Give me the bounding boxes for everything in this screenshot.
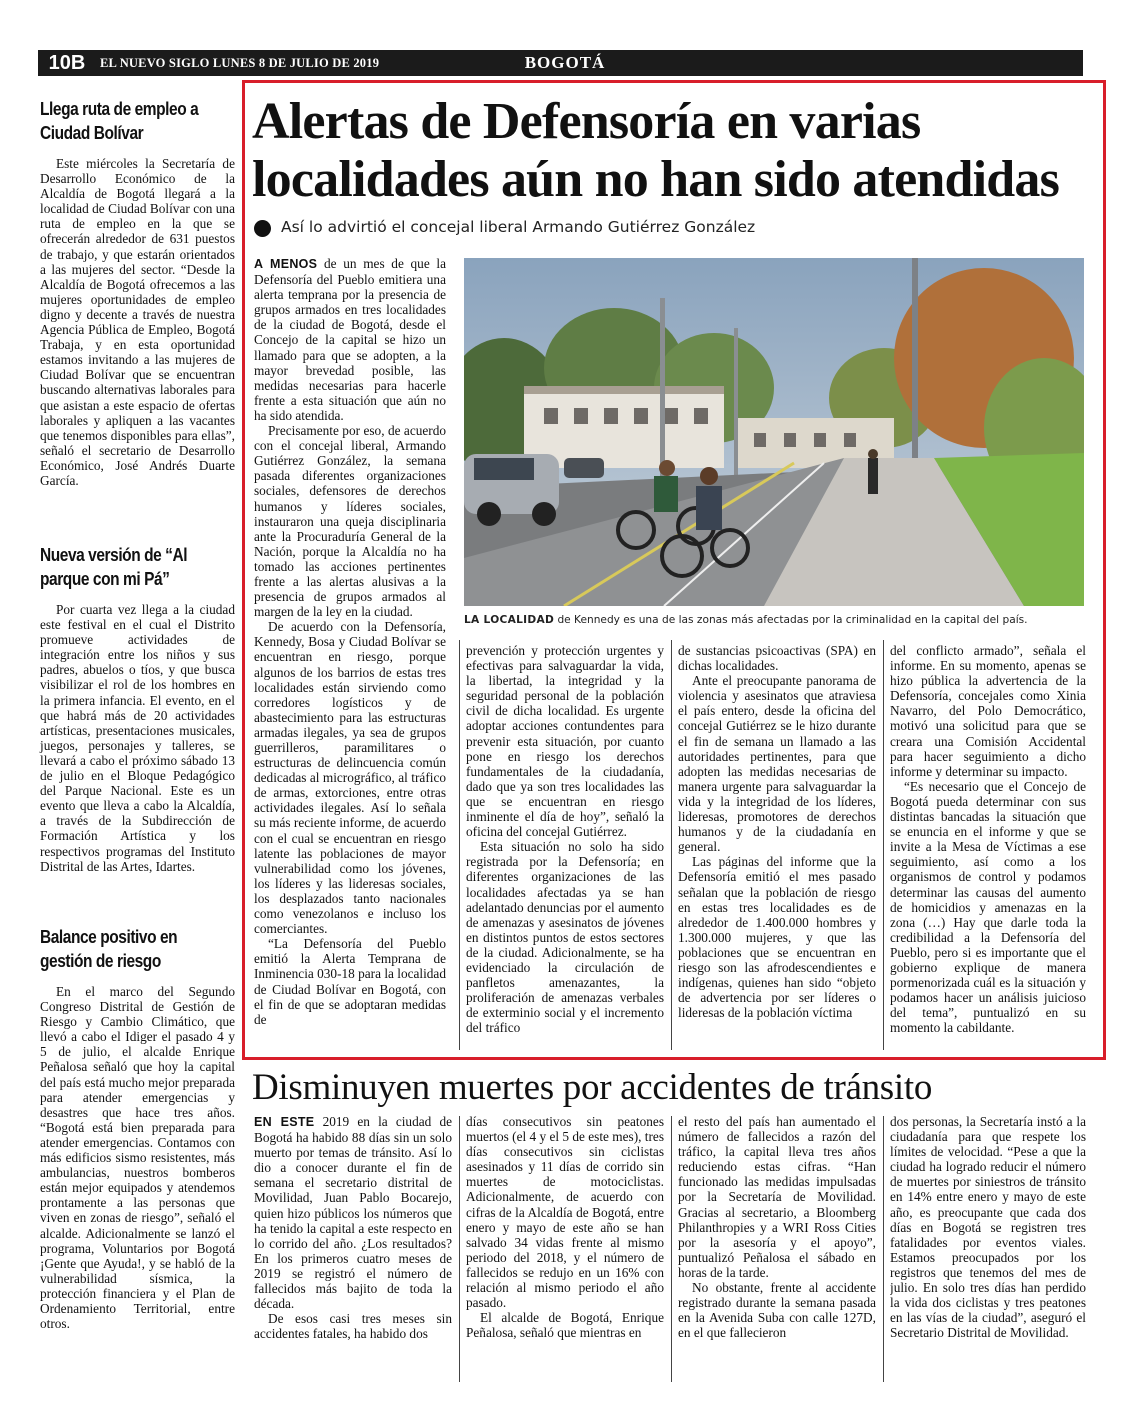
column-rule (459, 640, 460, 1050)
paragraph: No obstante, frente al accidente registrado durante la semana pasada en la Avenida Suba con calle 127D, en el que fallecieron (678, 1280, 876, 1341)
lead-in: EN ESTE (254, 1115, 315, 1129)
paragraph: “Es necesario que el Concejo de Bogotá pueda determinar con sus distintas bancadas la situación que se enuncia en el informe y que se invite a la Mesa de Víctimas a ese seguimiento, así como a los organismos de control y podamos determinar las causas del aumento de homicidios y amenazas en la zona (…) Hay que darle toda la credibilidad a la Defensoría del Pueblo, pero si es importante que el gobierno explique de manera pormenorizada cuál es la situación y podamos hacer un análisis juicioso del tema”, puntualizó en su momento la cabildante. (890, 778, 1086, 1036)
paragraph: dos personas, la Secretaría instó a la ciudadanía para que respete los límites de velocidad. “Pese a que la ciudad ha logrado reducir el número de muertes por siniestros de tránsito en 14% entre enero y mayo de este año, es preocupante que cada dos días en Bogotá se registren tres fatalidades por eventos viales. Estamos preocupados por los registros que tenemos del mes de julio. En solo tres días han perdido la vida dos ciclistas y tres peatones en las vías de la ciudad”, aseguró el Secretario Distrital de Movilidad. (890, 1114, 1086, 1341)
paragraph: Las páginas del informe que la Defensoría emitió el mes pasado señalan que la población de riesgo en estas tres localidades es de alrededor de 1.400.000 hombres y 1.300.000 mujeres, y que las poblaciones que se encuentran en riesgo son las afrodescendientes e indígenas, quienes han sido “objeto de advertencia por ser líderes o lideresas de la población víctima (678, 854, 876, 1021)
subheadline: Así lo advirtió el concejal liberal Armando Gutiérrez González (281, 218, 756, 236)
brief-body: Este miércoles la Secretaría de Desarrollo Económico de la Alcaldía de Bogotá llegará a la localidad de Ciudad Bolívar con una ruta de empleo en la que se ofrecerán alrededor de 631 puestos de trabajo, y que estarán orientados a las mujeres del sector. “Desde la Alcaldía de Bogotá ofrecemos a las mujeres oportunidades de empleo digno y decente a través de nuestra Agencia Pública de Empleo, Bogotá Trabaja, y en esta oportunidad estamos invitando a las mujeres de Ciudad Bolívar que se encuentran buscando alternativas laborales para que asistan a este espacio de ofertas laborales y apliquen a las vacantes que tenemos disponibles para ellas”, señaló el secretario de Desarrollo Económico, José Andrés Duarte García. (40, 156, 235, 488)
article-column-2 (466, 643, 664, 1050)
article-column-4 (890, 1114, 1086, 1384)
section-name: BOGOTÁ (524, 53, 606, 72)
paragraph-text: de un mes de que la Defensoría del Pueblo emitiera una alerta temprana por la presencia de grupos armados en tres localidades de la ciudad de Bogotá, desde el Concejo de la capital se hizo un llamado para que se adopten, a la mayor brevedad posible, las medidas necesarias para hacerle frente a esta situación que aún no ha sido atendida. (254, 256, 446, 423)
publication-line: EL NUEVO SIGLO LUNES 8 DE JULIO DE 2019 (100, 56, 380, 70)
column-rule (883, 640, 884, 1050)
brief-title: Balance positivo en gestión de riesgo (40, 927, 178, 971)
paragraph: De acuerdo con la Defensoría, Kennedy, Bosa y Ciudad Bolívar se encuentran en riesgo, porque algunos de los barrios de estas tres localidades están sirviendo como corredores logísticos y de abastecimiento para las estructuras armadas ilegales, ya sea de grupos guerrilleros, paramilitares o estructuras de delincuencia común dedicadas al micrográfico, al tráfico de armas, extorciones, entre otras actividades ilegales. Así lo señala su más reciente informe, de acuerdo con el cual se encuentran en riesgo latente las poblaciones de mayor vulnerabilidad como los jóvenes, los líderes y las lideresas sociales, los desplazados tanto nacionales como venezolanos e incluso los comerciantes. (254, 619, 446, 937)
paragraph: Ante el preocupante panorama de violencia y asesinatos que atraviesa el país entero, desde la oficina del concejal Gutiérrez se le hizo durante el fin de semana un llamado a las autoridades pertinentes, para que adopten las medidas necesarias de manera urgente para salvaguardar la vida y la integridad de los líderes, lideresas, promotores de derechos humanos y de la ciudadanía en general. (678, 673, 876, 855)
column-rule (883, 1116, 884, 1382)
article-photo (464, 258, 1084, 606)
paragraph: del conflicto armado”, señala el informe. En su momento, apenas se hizo pública la advertencia de la Defensoría, concejales como Xinia Navarro, del Polo Democrático, motivó una solicitud para que se creara una Comisión Accidental para hacer seguimiento a dicho informe y determinar su impacto. (890, 643, 1086, 779)
caption-lead: LA LOCALIDAD (464, 614, 555, 626)
brief-title: Nueva versión de “Al parque con mi Pá” (40, 545, 188, 589)
article-column-3 (678, 643, 876, 1050)
paragraph: días consecutivos sin peatones muertos (el 4 y el 5 de este mes), tres días consecutivos sin ciclistas asesinados y 11 días de corrido sin muertes de motociclistas. Adicionalmente, de acuerdo con cifras de la Alcaldía de Bogotá, entre enero y mayo de este año se han salvado 34 vidas frente al mismo periodo del 2018, y el número de fallecidos se redujo en un 16% con relación al mismo periodo el año pasado. (466, 1114, 664, 1311)
paragraph: El alcalde de Bogotá, Enrique Peñalosa, señaló que mientras en (466, 1310, 664, 1341)
column-rule (459, 1116, 460, 1382)
brief-title: Llega ruta de empleo a Ciudad Bolívar (40, 99, 199, 143)
paragraph: prevención y protección urgentes y efectivas para salvaguardar la vida, la libertad, la integridad y la seguridad personal de la población civil de dicha localidad. Es urgente adoptar acciones contundentes para prevenir esta situación, por cuanto pone en riesgo los derechos fundamentales de la ciudadanía, dado que ya son tres localidades las que se encuentran en riesgo inminente el día de hoy”, señaló la oficina del concejal Gutiérrez. (466, 643, 664, 840)
column-rule (671, 1116, 672, 1382)
brief-body: En el marco del Segundo Congreso Distrital de Gestión de Riesgo y Cambio Climático, que llevó a cabo el Idiger el pasado 4 y 5 de julio, el alcalde Enrique Peñalosa señaló que hoy la capital del país está mucho mejor preparada para atender emergencias y desastres que hace tres años. “Bogotá está bien preparada para atender emergencias. Contamos con más edificios sismo resistentes, más ambulancias, nuestros bomberos están mejor equipados y atendemos prontamente a las personas que viven en zonas de riesgo”, señaló el alcalde. Adicionalmente se lanzó el programa, Voluntarios por Bogotá ¡Gente que Ayuda!, y se habló de la vulnerabilidad sísmica, la protección financiera y el Plan de Ordenamiento Territorial, entre otros. (40, 984, 235, 1332)
street-scene-image (464, 258, 1084, 606)
column-rule (671, 640, 672, 1050)
main-headline: Alertas de Defensoría en varias localidades aún no han sido atendidas (252, 93, 1060, 208)
article-column-2 (466, 1114, 664, 1384)
article-column-1 (254, 1114, 452, 1384)
paragraph: “La Defensoría del Pueblo emitió la Alerta Temprana de Inminencia 030-18 para la localidad de Ciudad Bolívar en Bogotá, con el fin de que se adoptaran medidas de (254, 936, 446, 1027)
photo-caption (464, 612, 1084, 628)
second-headline: Disminuyen muertes por accidentes de tránsito (252, 1067, 933, 1108)
brief-body: Por cuarta vez llega a la ciudad este festival en el cual el Distrito promueve actividades de integración entre los niños y sus padres, abuelos o tíos, y que busca visibilizar el rol de los hombres en la primera infancia. El evento, en el que habrá más de 20 actividades artísticas, presentaciones musicales, juegos, personajes y talleres, se llevará a cabo el próximo sábado 13 de julio en el Bloque Pedagógico del Parque Nacional. Este es un evento que lleva a cabo la Alcaldía, a través de la Subdirección de Formación Artística y los respectivos programas del Instituto Distrital de las Artes, Idartes. (40, 602, 235, 874)
paragraph: el resto del país han aumentado el número de fallecidos a razón del tráfico, la capital lleva tres años reduciendo estas cifras. “Han funcionado las medidas impulsadas por la Secretaría de Movilidad. Gracias al secretario, a Bloomberg Philanthropies y a WRI Ross Cities por la asesoría y el apoyo”, puntualizó Peñalosa el sábado en horas de la tarde. (678, 1114, 876, 1280)
article-column-4 (890, 643, 1086, 1050)
paragraph-text: 2019 en la ciudad de Bogotá ha habido 88 días sin un solo muerto por temas de tránsito. Así lo dio a conocer durante el fin de semana el secretario distrital de Movilidad, Juan Pablo Bocarejo, quien hizo públicos los números que ha tenido la capital a este respecto en lo corrido del año. ¿Los resultados? En los primeros cuatro meses de 2019 se registró el número de fallecidos más bajito de toda la década. (254, 1114, 452, 1312)
paragraph: Precisamente por eso, de acuerdo con el concejal liberal, Armando Gutiérrez González, la semana pasada diferentes organizaciones sociales, defensores de derechos humanos y líderes sociales, instauraron una queja disciplinaria ante la Procuraduría General de la Nación, porque la Alcaldía no ha tomado las acciones pertinentes frente a las alertas alusivas a la presencia de grupos armados al margen de la ley en la ciudad. (254, 423, 446, 620)
paragraph (254, 256, 446, 423)
paragraph: De esos casi tres meses sin accidentes fatales, ha habido dos (254, 1311, 452, 1342)
paragraph (254, 1114, 452, 1311)
article-column-1 (254, 256, 446, 1050)
paragraph: de sustancias psicoactivas (SPA) en dichas localidades. (678, 643, 876, 674)
lead-in: A MENOS (254, 257, 318, 271)
page-number: 10B (38, 50, 96, 76)
paragraph: Esta situación no solo ha sido registrada por la Defensoría; en diferentes organizaciones de las localidades afectadas ya se han adelantado denuncias por el aumento de amenazas y asesinatos de jóvenes en distintos puntos de estos sectores de la ciudad. Adicionalmente, se ha evidenciado la circulación de panfletos amenazantes, la proliferación de amenazas verbales de exterminio social y el incremento del tráfico (466, 839, 664, 1036)
article-column-3 (678, 1114, 876, 1384)
bullet-icon (254, 220, 271, 237)
caption-text: de Kennedy es una de las zonas más afectadas por la criminalidad en la capital del país. (554, 614, 1028, 626)
